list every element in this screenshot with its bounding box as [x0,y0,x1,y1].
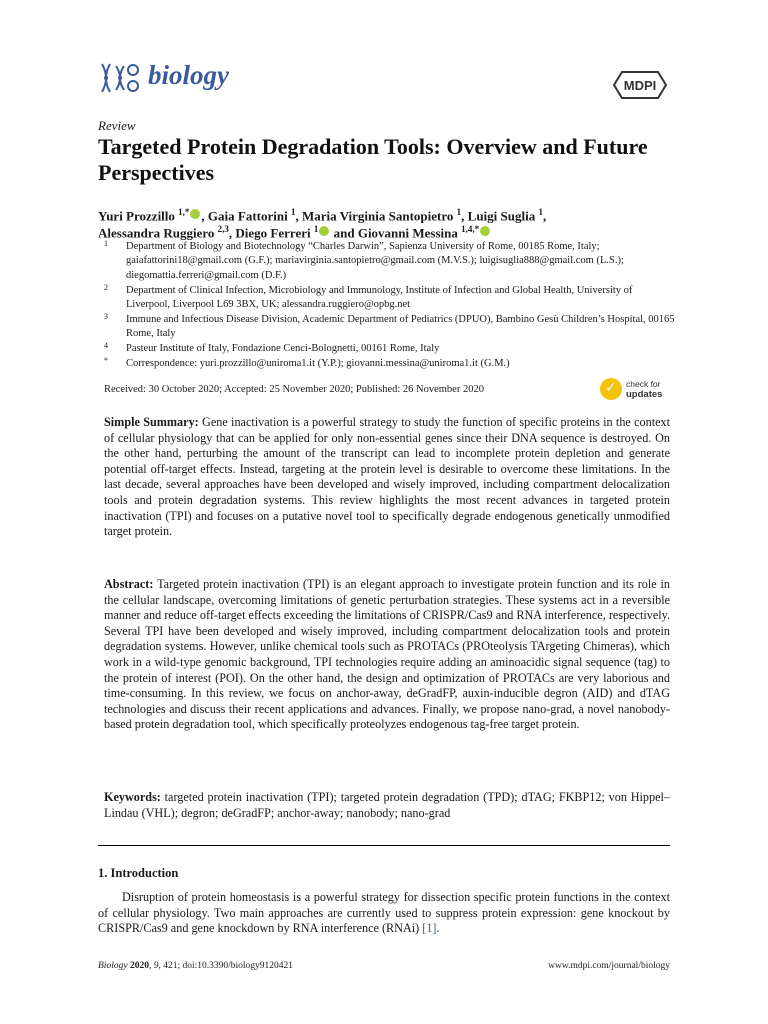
author-name[interactable]: Yuri Prozzillo [98,208,175,224]
page-title: Targeted Protein Degradation Tools: Overview and Future Perspectives [98,134,648,185]
keywords-text: targeted protein inactivation (TPI); targeted protein degradation (TPD); dTAG; FKBP12; von Hippel–Lindau (VHL); degron; deGradFP; anchor-away; nanobody; nano-grad [104,790,671,820]
abstract [104,577,670,733]
citation-link[interactable]: [1] [422,921,437,936]
author-name[interactable]: Luigi Suglia [467,208,536,224]
simple-summary [104,415,670,540]
divider [98,845,670,846]
authors-line-2: Alessandra Ruggiero $^{2,3}$, Diego Ferreri $^1$ and Giovanni Messina $^{1,4,*}$ [98,221,678,241]
intro-paragraph: Disruption of protein homeostasis is a powerful strategy for dissection specific protein functions in the context of cellular physiology. Two main approaches are currently used to suppress protein expression: gene knockout by CRISPR/Cas9 and gene knockdown by RNA interference (RNAi) [1]. [98,890,670,936]
author-name[interactable]: Maria Virginia Santopietro [301,208,454,224]
authors-line-1: Yuri Prozzillo $^{1,*}$ , Gaia Fattorini $^1$, Maria Virginia Santopietro $^1$, Luigi Suglia $^1$, [98,207,547,224]
journal-name: biology [148,60,229,90]
article-type: Review [98,118,136,133]
abstract-text: Targeted protein inactivation (TPI) is an elegant approach to investigate protein function and its role in the cellular landscape, overcoming limitations of genetic perturbation strategies. These systems act in a reversible manner and reduce off-target effects exceeding the limitations of CRISPR/Cas9 and RNA interference, respectively. Several TPI have been developed and wisely improved, including compartment delocalization tools and protein degradation systems. However, unlike chemical tools such as PROTACs (PROteolysis TArgeting Chimeras), which work in a wild-type genomic background, TPI technologies require adding an aminoacidic signal sequence (tag) to the protein of interest (POI). On the other hand, the design and optimization of PROTACs are very laborious and time-consuming. In this review, we focus on anchor-away, deGradFP, auxin-inducible degron (AID) and dTAG technologies and discuss their recent applications and advances. Finally, we propose nano-grad, a novel nanobody-based protein degradation tool, which specifically proteolyzes endogenous tag-free target protein. [104,577,670,732]
orcid-icon[interactable] [190,209,200,219]
keywords-label: Keywords: [104,790,161,804]
author-name[interactable]: Gaia Fattorini [207,208,288,224]
orcid-icon[interactable] [480,226,490,236]
journal-logo-icon [98,58,142,98]
footer-url[interactable]: www.mdpi.com/journal/biology [548,961,670,971]
abstract-label: Abstract: [104,577,154,591]
footer-citation: Biology 2020, 9, 421; doi:10.3390/biology9120421 [98,961,294,971]
check-icon: ✓ [600,378,622,400]
author-name[interactable]: Diego Ferreri [235,225,311,241]
check-for-updates-badge[interactable]: ✓ check for updates [600,378,672,402]
orcid-icon[interactable] [319,226,329,236]
keywords [104,790,670,821]
simple-summary-label: Simple Summary: [104,415,199,429]
mdpi-logo [612,70,668,100]
simple-summary-text: Gene inactivation is a powerful strategy to study the function of specific proteins in the context of cellular physiology that can be applied for only non-essential genes since their DNA sequence is destroyed. On the other hand, perturbing the amount of the transcript can lead to incomplete protein depletion and generate potential off-target effects. Instead, targeting at the protein level is desirable to overcome these limitations. In the last decade, several approaches have been developed and wisely improved, including compartment delocalization tools and protein degradation systems. This review highlights the most recent advances in targeted protein inactivation (TPI) and focuses on a putative novel tool to specifically degrade endogenous genetically unmodified target protein. [104,415,670,539]
author-name[interactable]: Giovanni Messina [357,225,458,241]
section-heading: 1. Introduction [98,866,179,880]
publication-dates: Received: 30 October 2020; Accepted: 25 November 2020; Published: 26 November 2020 [104,384,484,395]
author-name[interactable]: Alessandra Ruggiero [98,225,215,241]
svg-text:MDPI: MDPI [623,78,657,93]
